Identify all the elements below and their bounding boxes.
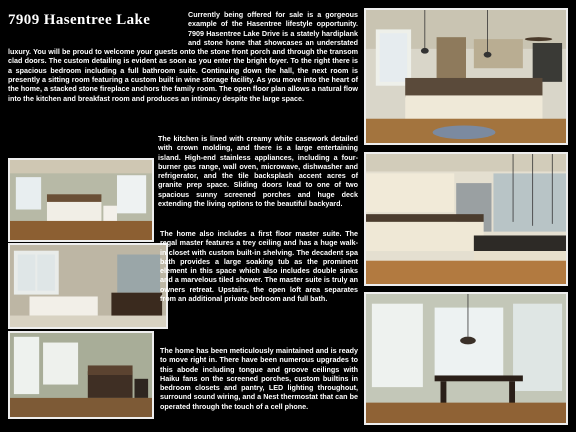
second-bedroom-image <box>10 333 152 417</box>
upgrades-section <box>160 346 358 411</box>
kitchen-section <box>8 134 358 222</box>
photo-kitchen <box>364 152 568 286</box>
intro-paragraph: Currently being offered for sale is a gorgeous example of the Hasentree lifestyle opportunity. 7909 Hasentree Lake Drive is a stately hardiplank and stone home that showcases an understated luxury. You will be proud to welcome your guests onto the stone front porch and through the transom clad doors. The custom detailing is evident as soon as you enter the bright foyer. To the right there is a spacious bedroom including a full bathroom suite. Continuing down the hall, the next room is presently a sitting room featuring a custom built in wine storage facility. As you move into the heart of the home, a stacked stone fireplace anchors the family room. The open floor plan allows a natural flow into the kitchen and breakfast room and produces an intimacy despite the large space. <box>8 10 358 103</box>
master-section <box>160 229 358 303</box>
photo-breakfast-room <box>364 292 568 425</box>
photo-master-bath <box>8 243 168 329</box>
intro-section <box>8 10 358 103</box>
page-title: 7909 Hasentree Lake <box>8 12 151 28</box>
kitchen-image <box>366 154 566 284</box>
great-room-image <box>366 10 566 143</box>
master-paragraph: The home also includes a first floor master suite. The regal master features a trey ceiling and has a huge walk- in closet with custom built-in shelving. The decadent spa bath provides a large soaking tub as the prominent element in this space which also includes double sinks and a marvelous tiled shower. The master suite is truly an owners retreat. Upstairs, the open loft area separates from an additional private bedroom and full bath. <box>160 229 358 304</box>
kitchen-paragraph: The kitchen is lined with creamy white casework detailed with crown molding, and there is a large entertaining island. High-end stainless appliances, including a four-burner gas range, wall oven, microwave, dishwasher and refrigerator, and the tile backsplash accent acres of granite prep space. Sliding doors lead to one of two spacious sunny screened porches and huge deck extending the living options to the beautiful backyard. <box>158 134 358 209</box>
photo-second-bedroom <box>8 331 154 419</box>
breakfast-room-image <box>366 294 566 423</box>
photo-great-room <box>364 8 568 145</box>
master-bath-image <box>10 245 166 327</box>
upgrades-paragraph: The home has been meticulously maintained and is ready to move right in. There have been numerous upgrades to this abode including tongue and groove ceilings with Haiku fans on the screened porches, custom builtins in bedroom closets and pantry, LED lighting throughout, surround sound wiring, and a Nest thermostat that can be operated through the touch of a cell phone. <box>160 346 358 411</box>
